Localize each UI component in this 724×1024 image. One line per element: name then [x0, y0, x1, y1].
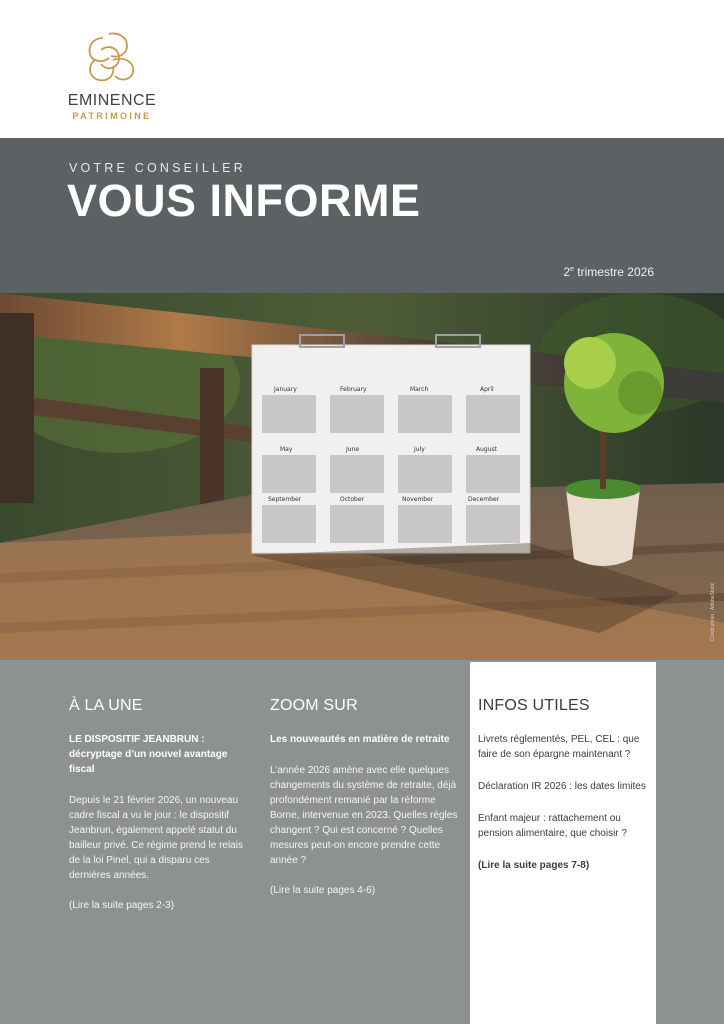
header-kicker: VOTRE CONSEILLER — [69, 161, 246, 175]
read-more-link[interactable]: (Lire la suite pages 2-3) — [69, 900, 175, 911]
month-label: May — [280, 446, 293, 453]
brand-name: EMINENCE — [67, 92, 157, 109]
calendar-table-illustration — [0, 293, 724, 660]
period-text: trimestre 2026 — [573, 265, 654, 279]
month-label: August — [476, 446, 497, 453]
read-more-link[interactable]: (Lire la suite pages 7-8) — [478, 860, 590, 871]
month-label: January — [274, 386, 297, 393]
header-band — [0, 138, 724, 293]
infos-utiles-box — [470, 662, 656, 1024]
photo-credit: Crédit photo : AdobeStock — [710, 583, 716, 642]
column-lead: LE DISPOSITIF JEANBRUN : décryptage d’un nouvel avantage fiscal — [69, 734, 228, 775]
column-lead: Les nouveautés en matière de retraite — [270, 734, 450, 745]
month-label: March — [410, 386, 429, 393]
brand-subtitle: PATRIMOINE — [72, 111, 152, 121]
infos-utiles-content — [478, 662, 648, 873]
logo-area — [0, 0, 724, 138]
column-text: L’année 2026 amène avec elle quelques changements du système de retraite, déjà profondément remanié par la réforme Borne, intervenue en 2023. Quelles règles changent ? Qui est concerné ? Quelles mesures peut-on encore prendre cette année ? — [270, 765, 458, 866]
month-label: July — [414, 446, 425, 453]
cover-photo — [0, 293, 724, 660]
column-text: Depuis le 21 février 2026, un nouveau cadre fiscal a vu le jour : le dispositif Jeanbrun, également appelé statut du bailleur privé. Ce régime prend le relais de la loi Pinel, qui a disparu ces dernières années. — [69, 795, 243, 881]
column-title: À LA UNE — [69, 697, 143, 714]
period-suffix: e — [570, 266, 574, 273]
month-label: April — [480, 386, 494, 393]
info-item: Enfant majeur : rattachement ou pension alimentaire, que choisir ? — [478, 813, 627, 839]
month-label: October — [340, 496, 365, 503]
month-label: September — [268, 496, 302, 503]
info-item: Livrets réglementés, PEL, CEL : que faire de son épargne maintenant ? — [478, 734, 640, 760]
read-more-link[interactable]: (Lire la suite pages 4-6) — [270, 885, 376, 896]
info-item: Déclaration IR 2026 : les dates limites — [478, 781, 646, 792]
page-title: VOUS INFORME — [67, 175, 421, 226]
column-title: ZOOM SUR — [270, 697, 358, 714]
period-number: 2 — [563, 265, 571, 279]
column-a-la-une — [69, 660, 251, 913]
column-zoom-sur — [270, 660, 460, 898]
column-title: INFOS UTILES — [478, 697, 590, 714]
month-label: June — [346, 446, 360, 453]
issue-period — [563, 265, 654, 279]
eminence-logo-icon — [83, 30, 141, 86]
month-label: February — [340, 386, 367, 393]
summary-section — [0, 660, 724, 1024]
month-label: December — [468, 496, 500, 503]
month-label: November — [402, 496, 434, 503]
